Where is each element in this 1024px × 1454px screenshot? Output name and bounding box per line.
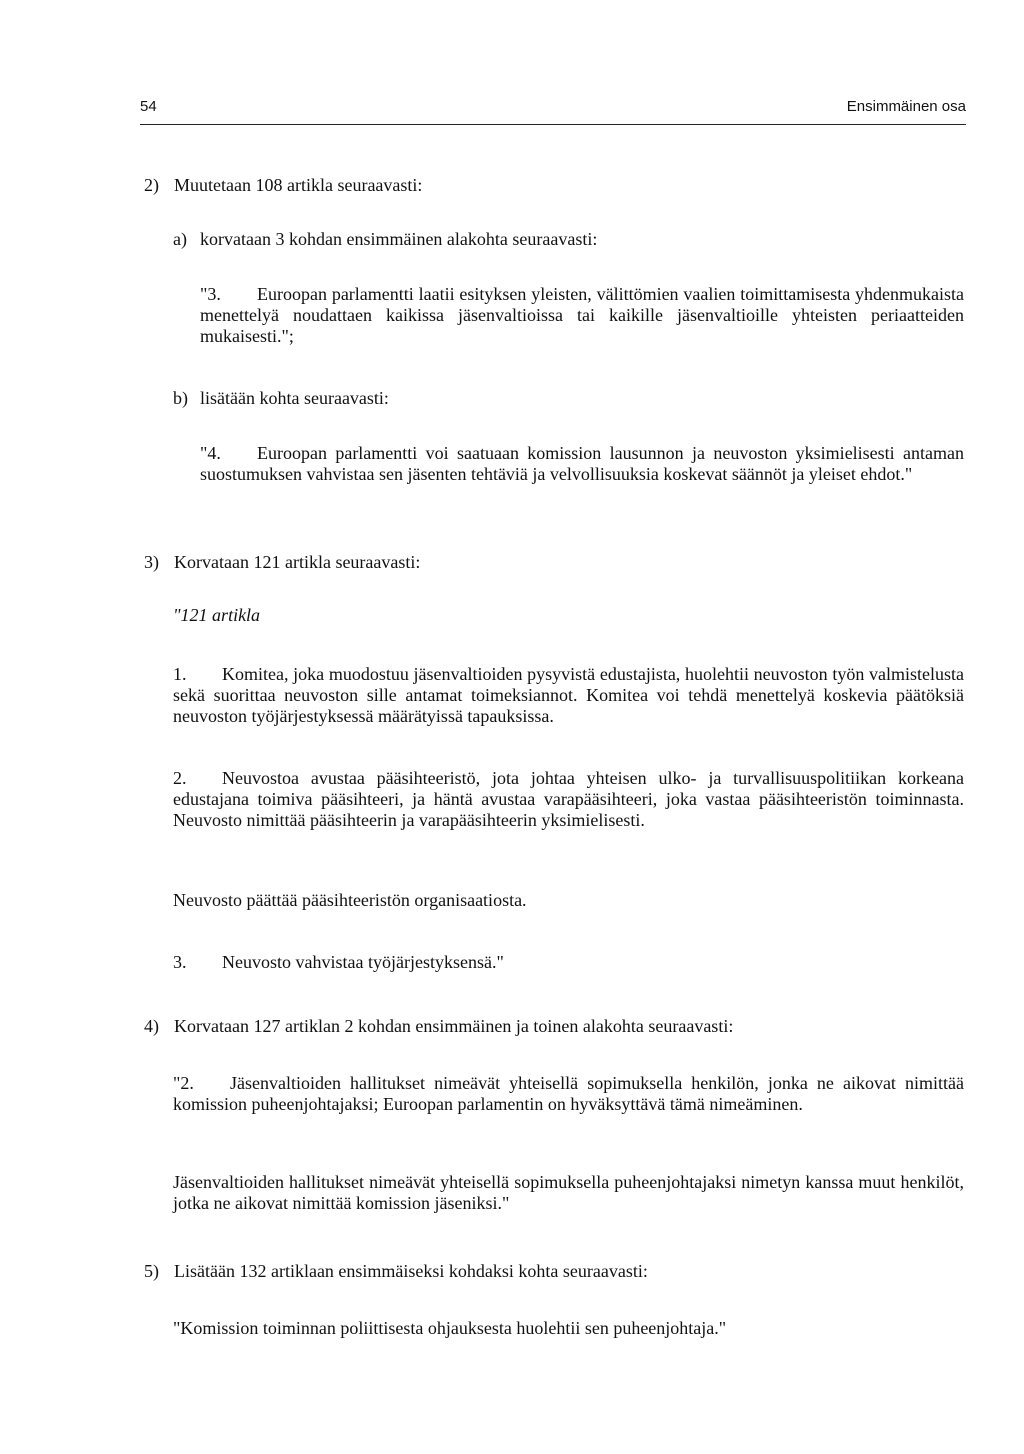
quote-3-paragraph xyxy=(200,284,964,347)
item-3-text: Korvataan 121 artikla seuraavasti: xyxy=(174,552,421,572)
item-5-text: Lisätään 132 artiklaan ensimmäiseksi kohdaksi kohta seuraavasti: xyxy=(174,1261,648,1281)
item-4-para-2 xyxy=(173,1172,964,1214)
item-2a-text: korvataan 3 kohdan ensimmäinen alakohta seuraavasti: xyxy=(200,229,598,249)
item-4-number: 4) xyxy=(144,1016,159,1036)
item-5-quote: "Komission toiminnan poliittisesta ohjauksesta huolehtii sen puheenjohtaja." xyxy=(173,1318,727,1338)
quote-3-number: "3. xyxy=(200,284,221,304)
para-2-text: Neuvostoa avustaa pääsihteeristö, jota johtaa yhteisen ulko- ja turvallisuuspolitiikan korkeana edustajana toimiva pääsihteeri, ja häntä avustaa varapääsihteeri, joka vastaa pääsihteeristön toiminnasta. Neuvosto nimittää pääsihteerin ja varapääsihteerin yksimielisesti. xyxy=(173,768,964,830)
para-3-number: 3. xyxy=(173,952,187,972)
para-1-number: 1. xyxy=(173,664,187,684)
quote-2-number: "2. xyxy=(173,1073,194,1093)
item-3-number: 3) xyxy=(144,552,159,572)
item-2b-text: lisätään kohta seuraavasti: xyxy=(200,388,389,408)
running-header xyxy=(140,98,966,118)
item-5-number: 5) xyxy=(144,1261,159,1281)
section-title: Ensimmäinen osa xyxy=(846,98,966,115)
quote-2-text: Jäsenvaltioiden hallitukset nimeävät yhteisellä sopimuksella henkilön, jonka ne aikovat nimittää komission puheenjohtajaksi; Euroopan parlamentin on hyväksyttävä tämä nimeäminen. xyxy=(173,1073,964,1114)
quote-4-number: "4. xyxy=(200,443,221,463)
item-4-text: Korvataan 127 artiklan 2 kohdan ensimmäinen ja toinen alakohta seuraavasti: xyxy=(174,1016,734,1036)
article-121-heading: "121 artikla xyxy=(173,605,261,625)
quote-4-paragraph xyxy=(200,443,964,485)
para-3-text: Neuvosto vahvistaa työjärjestyksensä." xyxy=(222,952,504,972)
header-rule xyxy=(140,124,966,125)
para-1-text: Komitea, joka muodostuu jäsenvaltioiden pysyvistä edustajista, huolehtii neuvoston työn valmistelusta sekä suorittaa neuvoston sille antamat toimeksiannot. Komitea voi tehdä menettelyä koskevia päätöksiä neuvoston työjärjestyksessä määrätyissä tapauksissa. xyxy=(173,664,964,726)
article-121-para-2-extra: Neuvosto päättää pääsihteeristön organisaatiosta. xyxy=(173,890,527,910)
item-2-text: Muutetaan 108 artikla seuraavasti: xyxy=(174,175,423,195)
para-2-number: 2. xyxy=(173,768,187,788)
quote-4-text: Euroopan parlamentti voi saatuaan komission lausunnon ja neuvoston yksimielisesti antaman suostumuksen vahvistaa sen jäsenten tehtäviä ja velvollisuuksia koskevat säännöt ja yleiset ehdot." xyxy=(200,443,964,484)
item-2a-label: a) xyxy=(173,229,187,249)
article-121-para-2 xyxy=(173,768,964,831)
item-4-para-2-text: Jäsenvaltioiden hallitukset nimeävät yhteisellä sopimuksella puheenjohtajaksi nimetyn kanssa muut henkilöt, jotka ne aikovat nimittää komission jäseniksi." xyxy=(173,1172,964,1213)
item-2b-label: b) xyxy=(173,388,188,408)
item-2-number: 2) xyxy=(144,175,159,195)
page-number: 54 xyxy=(140,98,157,115)
quote-3-text: Euroopan parlamentti laatii esityksen yleisten, välittömien vaalien toimittamisesta yhdenmukaista menettelyä noudattaen kaikissa jäsenvaltioissa tai kaikille jäsenvaltioille yhteisten periaatteiden mukaisesti."; xyxy=(200,284,964,346)
article-121-para-1 xyxy=(173,664,964,727)
quote-2-paragraph xyxy=(173,1073,964,1115)
